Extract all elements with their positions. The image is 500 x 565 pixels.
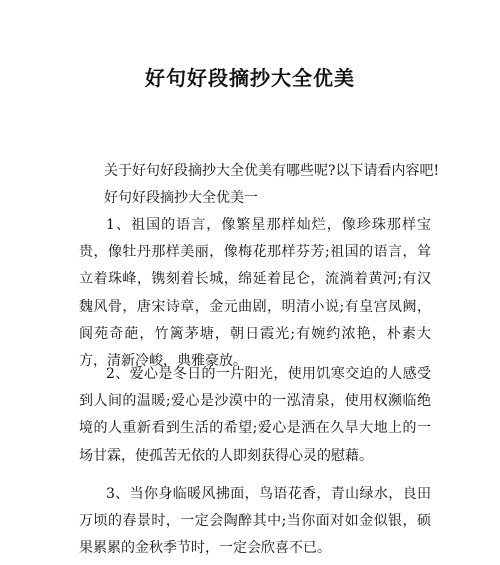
paragraph-1: 1、祖国的语言，像繁星那样灿烂，像珍珠那样宝贵，像牡丹那样美丽，像梅花那样芬芳;祖国的语言，耸立着珠峰，镌刻着长城，绵延着昆仑，流淌着黄河;有汉魏风骨，唐宋诗章，金元曲剧，明清小说;有皇宫凤阙，阆苑奇葩，竹篱茅塘，朝日霞光;有婉约浓艳，朴素大方，清新冷峻，典雅豪放。 [79,217,431,370]
paragraph-2: 2、爱心是冬日的一片阳光，使用饥寒交迫的人感受到人间的温暖;爱心是沙漠中的一泓清泉，使用权濒临绝境的人重新看到生活的希望;爱心是洒在久旱大地上的一场甘霖，使孤苦无依的人即刻获得心灵的慰藉。 [79,366,431,464]
section-heading: 好句好段摘抄大全优美一 [104,190,258,206]
page-title: 好句好段摘抄大全优美 [145,66,355,90]
intro-text: 关于好句好段摘抄大全优美有哪些呢?以下请看内容吧! [104,163,440,179]
paragraph-3: 3、当你身临暖风拂面，鸟语花香，青山绿水，良田万顷的春景时，一定会陶醉其中;当你面对如金似银，硕果累累的金秋季节时，一定会欣喜不已。 [79,486,431,557]
